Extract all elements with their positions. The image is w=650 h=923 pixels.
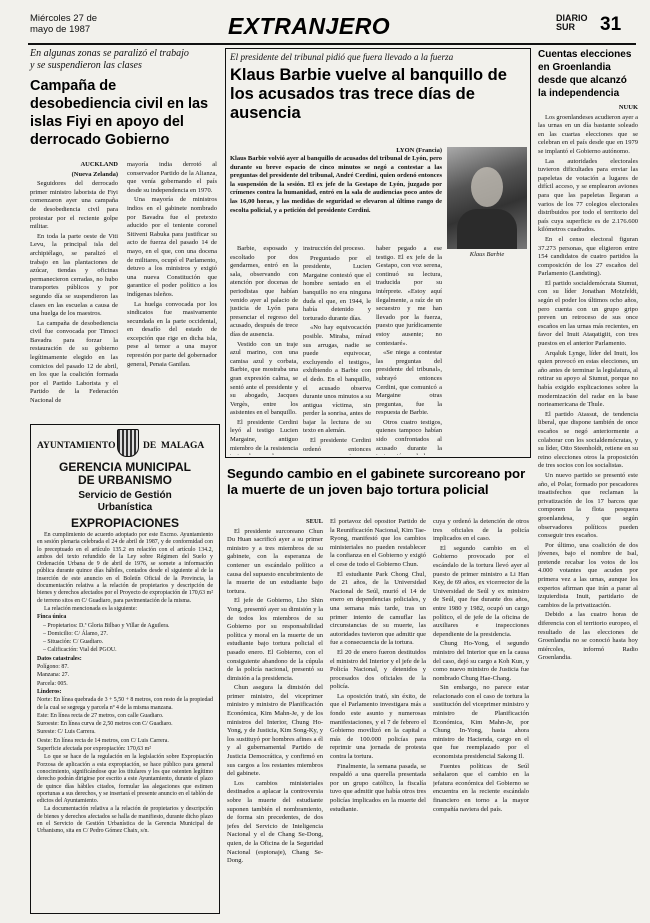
barbie-article xyxy=(225,48,531,458)
barbie-column-3 xyxy=(376,245,442,455)
korea-paragraph: Los cambios ministeriales destinados a aplacar la controversia sobre la muerte del estudiante suponen también el nombramiento, de forma sin precedentes, de dos jefes del Servicio de Inteligencia Nacional y el de Chang Se-Dong, quien, de la Oficina de la Seguridad Nacional (espionaje), Chang Se-Dong. xyxy=(227,779,323,865)
korea-paragraph: Fuentes políticas de Seúl señalaron que el cambio en la jefatura económica del Gobierno se encuentra en la reciente escándalo financiero en torno a la mayor compañía naviera del país. xyxy=(433,762,529,813)
barbie-paragraph: instrucción del proceso. xyxy=(303,245,365,252)
barbie-paragraph: Vestido con un traje azul marino, con una camisa azul y corbata, Barbie, que mostraba una gran expresión calma, se sentó ante el presidente y su abogado, Jacques Vergès, entre los asistentes en el banquillo. xyxy=(230,340,298,417)
newspaper-name xyxy=(556,14,588,32)
fiji-agency: (Nueva Zelanda) xyxy=(71,170,118,178)
korea-column-1 xyxy=(227,518,323,912)
issue-date-line1: Miércoles 27 de xyxy=(30,13,98,24)
greenland-paragraph: En el censo electoral figuran 37.273 personas, que eligieron entre 154 candidatos de cuatro partidos la composición de los 27 escaños del Parlamento (Landsting). xyxy=(538,235,638,278)
notice-finca-label: Finca única xyxy=(37,614,67,621)
greenland-paragraph: Un nuevo partido se presentó este año, el Polar, formado por pescadores insatisfechos que reclaman la privatización de los 17 barcos que componen la flota pesquera groenlandesa, y que según observadores políticos pueden conseguir tres escaños. xyxy=(538,471,638,540)
header-rule xyxy=(28,43,636,45)
barbie-paragraph: haber pegado a ese testigo. El ex jefe de la Gestapo, con voz serena, continuó su lectura, traducida por su intérprete. «Estoy aquí ilegalmente, a raíz de un secuestro y me han llevado por la fuerza, puesto que jurídicamente estoy ausente; no contestaré». xyxy=(376,245,442,347)
notice-city-right: MALAGA xyxy=(161,441,205,451)
korea-paragraph: cuya y ordenó la detención de otros tres oficiales de la policía implicados en el caso. xyxy=(433,518,529,543)
fiji-paragraph: En toda la parte oeste de Viti Levu, la principal isla del archipiélago, se paralizó el trabajo en las plantaciones de azúcar, tiendas y oficinas permanecieron cerradas, no hubo transportes públicos y por segundo día se suspendieron las clases en las escuelas a causa de una huelga de los maestros. xyxy=(30,232,118,318)
korea-paragraph: Chung Ho-Yong, el segundo ministro del Interior que en la causa del caso, dejó su cargo a Koh Kun, y como nuevo ministro de Justicia fue nombrado Chung Hae-Chang. xyxy=(433,640,529,682)
korea-dateline: SEUL xyxy=(306,518,323,525)
notice-relacion: La relación mencionada es la siguiente: xyxy=(44,605,138,612)
notice-intro: En cumplimiento de acuerdo adoptado por este Excmo. Ayuntamiento en sesión plenaria celebrada el 24 de abril de 1987, y de conformidad con lo preceptuado en el artículo 135.2 en relación con el artículo 134.2, ambos del texto refundido de la Ley sobre Régimen del Suelo y Ordenación Urbana de 9 de abril de 1976, se somete a información pública durante quince días hábiles, contados desde el siguiente al de la inserción de este anuncio en el Boletín Oficial de la Provincia, la documentación relativa a la relación de propietarios y descripción de bienes y derechos afectados por el Proyecto de expropiación de 170,63 m² de terreno sitos en C/ Guadiaro, para pavimentación de la misma. xyxy=(37,532,213,604)
barbie-column-1 xyxy=(230,245,298,455)
korea-article xyxy=(227,466,529,916)
korea-paragraph: Sin embargo, no parece estar relacionado con el caso de tortura la sustitución del viceprimer ministro y ministro de Planificación Económica, Kim Mahn-Je, por Chung In-Yong, hasta ahora ministro de Hacienda, cargo en el que fue reemplazado por el economista presidencial Sakong Il. xyxy=(433,684,529,761)
notice-lindero-item: Sureste: C/ Luis Carrera. xyxy=(37,729,96,736)
barbie-paragraph: El presidente Cerdini ordenó entonces xyxy=(303,437,371,453)
barbie-lead-text: Klaus Barbie volvió ayer al banquillo de acusados del tribunal de Lyón, pero durante su breve espacio de cinco minutos se negó a contestar a las preguntas del presidente del tribunal, André Cerdini, quien ordenó entonces la suspensión de la sesión. El ex jefe de la Gestapo de Lyón, juzgado por crímenes contra la humanidad, entró en la sala de audiencias poco antes de las 16,00 horas, y las medidas de seguridad se elevaron al último rango de escolta policial, y a petición del presidente Cerdini. xyxy=(230,155,442,214)
korea-paragraph: Chun asegura la dimisión del primer ministro, del viceprimer ministro y ministro de Planificación Económica, Kim Mahn-Je, y de los ministros del Interior, Chung Ho-Yong, y de Justicia, Kim Song-Ky, y los sustituyó por hombres afines a él y al gubernamental Partido de Justicia Democrática, y confirmó en sus cargos a los restantes miembros del gabinete. xyxy=(227,684,323,778)
notice-closing: Lo que se hace de la regulación en la legislación sobre Expropiación Forzosa de aplicación a esta expropiación, se hace público para general conocimiento, significándose que los titulares y los que ostenten legítimo derecho podrán dirigirse por escrito a este Ayuntamiento, durante el plazo de quince días hábiles citados, formular las alegaciones que estimen oportunas a sus derechos, y se insertará el presente anuncio en el tablón de edictos del Ayuntamiento. xyxy=(37,754,213,805)
notice-datos-label: Datos catastrales: xyxy=(37,655,82,662)
fiji-headline: Campaña de desobediencia civil en las islas Fiyi en apoyo del derrocado Gobierno xyxy=(30,78,209,148)
notice-title-1: GERENCIA MUNICIPAL xyxy=(59,460,191,474)
notice-closing: La documentación relativa a la relación de propietarios y descripción de bienes y derechos afectados se halla de manifiesto, durante dicho plazo en el Servicio de Gestión Urbanística de la Gerencia Municipal de Urbanismo, sita en C/ Pedro Gómez Chaix, s/n. xyxy=(37,806,213,835)
fiji-column-1 xyxy=(30,161,118,417)
municipal-notice xyxy=(30,424,220,914)
greenland-paragraph: Debido a las cuatro horas de diferencia con el territorio europeo, el resultado de las elecciones de Groenlandia no se conoció hasta hoy miércoles, informó Radio Groenlandia. xyxy=(538,611,638,662)
barbie-lead xyxy=(230,155,442,241)
issue-date xyxy=(30,13,97,35)
fiji-kicker xyxy=(30,48,218,72)
notice-lindero-item: Este: En línea recta de 27 metros, con calle Guadiaro. xyxy=(37,712,164,719)
greenland-paragraph: Las autoridades electorales tuvieron dificultades para enviar las papeletas de votación a lugares de difícil acceso, y se emplearon aviones para que las papeletas llegaran a varios de los 77 colegios electorales distribuidos por todo el territorio del país cuya superficie es de 2.176.600 kilómetros cuadrados. xyxy=(538,157,638,234)
notice-linderos-label: Linderos: xyxy=(37,688,62,695)
korea-column-2 xyxy=(330,518,426,912)
fiji-paragraph: Una mayoría de ministros indios en el gabinete nombrado por Bavadra fue el pretexto aducido por el teniente coronel Sitiveni Rabuka para justificar su acto de fuerza del pasado 14 de mayo, en el que, con una docena de militares, ocupó el Parlamento, detuvo a los ministros y exigió una nueva Constitución que garantice el poder político a los indígenas isleños. xyxy=(127,196,217,298)
notice-finca-item: – Propietarios: D.ª Gloria Bilbao y Villar de Aguilera. xyxy=(43,622,170,629)
barbie-paragraph: «Se niega a contestar las preguntas del presidente del tribunal», subrayó entonces Cerdini, que comunicó a Margaine otras preguntas, fue la respuesta de Barbie. xyxy=(376,349,442,417)
greenland-paragraph: El partido socialdemócrata Siumut, con su líder Jonathan Motzfeldt, según el poder los últimos ocho años, pero cuenta con un grupo gripo preven un retroceso de sus once escaños en las urnas más recientes, en favor del Inuit Ataqatigiit, con tres puestos en el anterior Parlamento. xyxy=(538,279,638,348)
notice-datos-item: Polígono: 87. xyxy=(37,664,69,671)
barbie-paragraph: «No hay equivocación posible. Miraba, mírad sus arrugas, nadie se puede equivocar, excluyendo el testigo», exhibiendo a Barbie con el dedo. En el banquillo, el acusado observa durante unos minutos a su antigua víctima, sin perder la sonrisa, antes de bajar la lectura de su texto en alemán. xyxy=(303,324,371,435)
barbie-column-2 xyxy=(303,245,371,455)
notice-header xyxy=(37,429,213,469)
greenland-headline: Cuentas elecciones en Groenlandia desde que alcanzó la independencia xyxy=(538,49,632,99)
fiji-paragraph: La campaña de desobediencia civil fue convocada por Timoci Bavadra para forzar la restauración de su gobierno legítimamente elegido en las comicios del pasado 12 de abril, en los que la coalición formada por el Partido Laborista y el Partido de la Federación Nacional de xyxy=(30,319,118,405)
korea-paragraph: El 20 de enero fueron destituidos el ministro del Interior y el jefe de la Policía Nacional, y detenidos y procesados dos oficiales de la policía. xyxy=(330,648,426,691)
barbie-paragraph: Otros cuatro testigos, quienes tampoco habían sido confrontados al acusado durante la xyxy=(376,418,442,452)
barbie-kicker: El presidente del tribunal pidió que fuera llevado a la fuerza xyxy=(230,52,454,62)
page-number: 31 xyxy=(600,14,622,35)
korea-paragraph: El presidente surcoreano Chun Du Huan sacrificó ayer a su primer ministro y a tres miembros de su gabinete, con la esperanza de contener un escándalo político a causa del supuesto encubrimiento de la muerte de un estudiante bajo tortura. xyxy=(227,527,323,595)
greenland-paragraph: Los groenlandeses acudieron ayer a las urnas en un día bastante soleado en las cuartas elecciones que se celebran en el país desde que en 1979 se implantó el Gobierno autónomo. xyxy=(538,113,638,155)
issue-date-line2: mayo de 1987 xyxy=(30,24,91,35)
newspaper-name-line2: SUR xyxy=(556,22,576,32)
korea-headline: Segundo cambio en el gabinete surcoreano por la muerte de un joven bajo tortura policial xyxy=(227,466,526,497)
notice-datos-item: Manzana: 27. xyxy=(37,672,70,679)
korea-paragraph: El estudiante Park Chong Chul, de 21 años, de la Universidad Nacional de Seúl, murió el 14 de enero en dependencias policiales, y una semana más tarde, tras un primer intento de camuflar las circunstancias de su muerte, las autoridades tuvieron que admitir que fue a consecuencia de la tortura. xyxy=(330,570,426,647)
barbie-photo-caption: Klaus Barbie xyxy=(469,251,505,258)
face-shape xyxy=(471,167,503,207)
fiji-dateline: AUCKLAND xyxy=(80,161,118,168)
barbie-headline: Klaus Barbie vuelve al banquillo de los acusados tras trece días de ausencia xyxy=(230,66,507,122)
newspaper-name-line1: DIARIO xyxy=(556,13,588,23)
notice-heading: EXPROPIACIONES xyxy=(70,516,180,530)
notice-lindero-item: Oeste: En línea recta de 14 metros, con C/ Luis Carrera. xyxy=(37,737,169,744)
fiji-article xyxy=(30,48,218,420)
fiji-kicker-line1: En algunas zonas se paralizó el trabajo xyxy=(30,48,189,59)
suit-shape xyxy=(457,209,517,249)
notice-finca-item: – Situación: C/ Guadiaro. xyxy=(43,639,104,646)
greenland-dateline: NUUK xyxy=(618,104,638,111)
barbie-paragraph: Barbie, esposado y escoltado por dos gendarmes, entró en la sala, observando con atención por docenas de periodistas que habían venido ayer al palacio de justicia de Lyón para presenciar el regreso del acusado, después de trece días de ausencia. xyxy=(230,245,298,338)
korea-paragraph: El segundo cambio en el Gobierno provocado por el escándalo de la tortura llevó ayer al puesto de primer ministro a Li Han Key, de 69 años, ex vicerrector de la Universidad de Seúl y ex ministro de Seúl, que fue durante dos años, entre 1980 y 1982, ocupó un cargo político, el de jefe de la oficina de auxiliares e inspecciones dependiente de la presidencia. xyxy=(433,544,529,638)
korea-column-3 xyxy=(433,518,529,912)
notice-finca-item: – Calificación: Vial del PGOU. xyxy=(43,647,117,654)
greenland-paragraph: Por último, una coalición de dos jóvenes, bajo el nombre de Isal, pretende recabar los votos de los 4.000 votantes que acuden por primera vez a las urnas, aunque los expertos afirman que irán a parar al izquierdista Inuit, partidario de cambios de la privatización. xyxy=(538,541,638,609)
notice-datos-item: Parcela: 005. xyxy=(37,680,68,687)
notice-lindero-item: Superficie afectada por expropiación: 170,63 m² xyxy=(37,746,151,753)
greenland-paragraph: El partido Atassut, de tendencia liberal, que dispone también de once escaños se negó anteriormente a colaborar con los socialdemócratas, y su líder, Otto Steenholdt, retiene en su reino elecciones otros la proposición de tres socios con los socialistas. xyxy=(538,410,638,470)
notice-finca-item: – Domicilio: C/ Álamo, 27. xyxy=(43,630,108,637)
notice-subtitle-2: Urbanística xyxy=(97,502,153,513)
fiji-column-2 xyxy=(127,161,217,417)
notice-body xyxy=(37,532,213,912)
fiji-paragraph: mayoría india derrotó al conservador Partido de la Alianza, que venía gobernando el país desde su independencia en 1970. xyxy=(127,161,217,194)
fiji-paragraph: La huelga convocada por los sindicatos fue masivamente secundada en la parte occidental, en desafío del estado de excepción que rige en dicha isla, pese al temor a una mayor represión por parte del gobernador general, Penaia Ganilau. xyxy=(127,300,217,368)
notice-lindero-item: Norte: En línea quebrada de 3 + 5,50 + 8 metros, con resto de la propiedad de la cual se segrega y parcela nº 4 de la misma manzana. xyxy=(37,697,213,711)
greenland-article xyxy=(538,48,638,916)
barbie-photo xyxy=(447,147,527,249)
fiji-paragraph: Seguidores del derrocado primer ministro laborista de Fiyi comenzaron ayer una campaña de desobediencia civil para protestar por el reciente golpe militar. xyxy=(30,180,118,231)
korea-paragraph: Finalmente, la semana pasada, se respaldó a una querella presentada por un grupo católico, la fiscalía tuvo que admitir que había otros tres policías implicados en la muerte del estudiante. xyxy=(330,762,426,813)
barbie-paragraph: Preguntado por el presidente, Lucien Margaine contestó que el hombre sentado en el banquillo no era ninguna duda el que, en 1944, le había detenido y torturado durante días. xyxy=(303,254,371,322)
korea-paragraph: El portavoz del opositor Partido de la Reunificación Nacional, Kim Tae-Ryong, manifestó que los cambios ministeriales no pueden restablecer la confianza en el Gobierno y exigió el cese de todo el Gobierno Chun. xyxy=(330,518,426,568)
notice-subtitle-1: Servicio de Gestión xyxy=(78,490,172,501)
city-crest-icon xyxy=(117,429,139,457)
notice-city-mid: DE xyxy=(143,441,157,451)
notice-city-left: AYUNTAMIENTO xyxy=(37,441,116,451)
section-title: EXTRANJERO xyxy=(228,13,391,39)
barbie-paragraph: El presidente Cerdini leyó al testigo Lucien Margaine, antiguo miembro de la resistencia xyxy=(230,418,298,452)
korea-paragraph: El jefe de Gobierno, Lho Shin Yong, presentó ayer su dimisión y la de todos los miembros de su Gobierno por su responsabilidad política y moral en la muerte de un estudiante bajo tortura policial el pasado enero. El Gobierno, con el consiguiente abandono de la cúpula de la policía nacional, presentó su dimisión a la presidencia. xyxy=(227,597,323,682)
notice-title-2: DE URBANISMO xyxy=(77,473,172,487)
greenland-paragraph: Arqaluk Lynge, líder del Inuit, los quien provocó en estas elecciones, un año antes de terminar la legislatura, al retirar su apoyo al Siumut, porque no había exigido explicaciones sobre la modernización del radar en la base norteamericana de Thule. xyxy=(538,349,638,409)
fiji-kicker-line2: y se suspendieron las clases xyxy=(30,60,142,71)
korea-paragraph: La oposición trató, sin éxito, de que el Parlamento investigara más a fondo este asunto y numerosas manifestaciones, y el 7 de febrero el Gobierno movilizó en la capital a más de 100.000 policías para reprimir una jornada de protesta contra la tortura. xyxy=(330,692,426,761)
greenland-body xyxy=(538,104,638,894)
barbie-dateline: LYON (Francia) xyxy=(396,147,442,154)
notice-lindero-item: Suroeste: En línea curva de 2,50 metros con C/ Guadiaro. xyxy=(37,721,173,728)
